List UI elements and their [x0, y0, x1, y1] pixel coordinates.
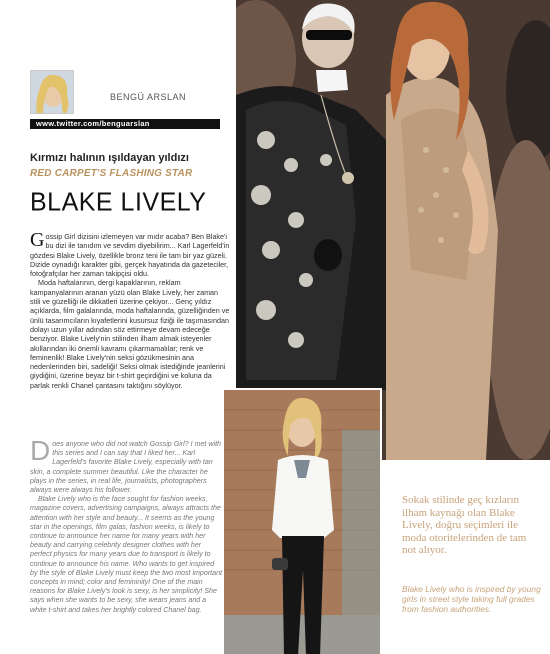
street-style-photo [224, 388, 382, 654]
author-avatar-illustration [31, 71, 74, 114]
body-turkish-paragraph-2: Moda haftalarının, dergi kapaklarının, reklam kampanyalarının aranan yüzü olan Blake Lively, her zaman stili ve güzelliği ile dikkatleri üzerine çekiyor... Genç yıldız açıklarda, film galalarında, moda haftalarında, güzelliğinden ve ünlü tasarımcıların kıyafetlerini kusursuz fiziği ile taşımasından dolayı uzun yıllar adından söz ettirmeye devam edeceğe benziyor. Blake Lively'nin stilinden ilham almak isteyenler akıllarından iki önemli kavramı çıkarmamalılar; renk ve feminenlik! Blake Lively'nin seksi gözükmesinin ana nedenlerinden biri, sadeliği! Seksi olmak istediğinde jeanlerini giydiğini, üzerine beyaz bir t-shirt geçirdiğini ve koluna da parlak renkli Chanel çantasını taktığını söylüyor. [30, 278, 230, 390]
author-avatar [30, 70, 74, 114]
body-turkish-paragraph-1: ossip Girl dizisini izlemeyen var mıdır acaba? Ben Blake'i bu dizi ile tanıdım ve sevdim diyebilirim... Karl Lagerfeld'in gözdesi Blake Lively, özellikle bronz teni ile tam bir yaz güzeli. Dizide oynadığı karakter gibi, gerçek hayatında da gazeteciler, fotoğrafçılar her zaman takipçisi oldu. [30, 232, 230, 279]
body-english-paragraph-2: Blake Lively who is the face sought for fashion weeks, magazine covers, advertising campaigns, always attracts the attention with her style and beauty... It seems as the young star in the openings, film galas, fashion weeks, is likely to continue to announce her name for many years with her beauty and carrying celebrity designer clothes with her perfect physics for many years due to transport is likely to continue to announce his name. Who wants to get inspired by the style of Blake Lively must keep the two most important concepts in mind; color and femininity! One of the main reasons for Blake Lively's look is sexy, is her simplicity! She says when she wants to be sexy, she wears jeans and a white t-shirt and takes her brightly colored Chanel bag. [30, 495, 223, 614]
dropcap-english: D [30, 435, 51, 466]
author-name: BENGÜ ARSLAN [110, 92, 187, 102]
pullquote-turkish: Sokak stilinde geç kızların ilham kaynağı olan Blake Lively, doğru seçimleri ile moda otoritelerinden de tam not alıyor. [402, 494, 527, 556]
author-twitter-link[interactable]: www.twitter.com/benguarslan [36, 119, 150, 128]
kicker-turkish: Kırmızı halının ışıldayan yıldızı [30, 152, 189, 164]
body-english-paragraph-1: oes anyone who did not watch Gossip Girl? I met with this series and I can say that I liked her... Karl Lagerfeld's favorite Blake Lively, especially with tan skin, a complete summer beautiful. Like the character he plays in the series, in real life, journalists, photographers always were always his follower. [30, 440, 221, 495]
kicker-english: RED CARPET'S FLASHING STAR [30, 168, 193, 179]
author-block [28, 70, 228, 130]
dropcap-turkish: G [30, 229, 45, 251]
pullquote-english: Blake Lively who is inspired by young girls in street style taking full grades from fashion authorities. [402, 584, 541, 614]
body-english [30, 435, 223, 615]
street-style-photo-illustration [224, 390, 382, 654]
body-turkish [30, 229, 230, 390]
article-headline: BLAKE LIVELY [30, 187, 207, 217]
